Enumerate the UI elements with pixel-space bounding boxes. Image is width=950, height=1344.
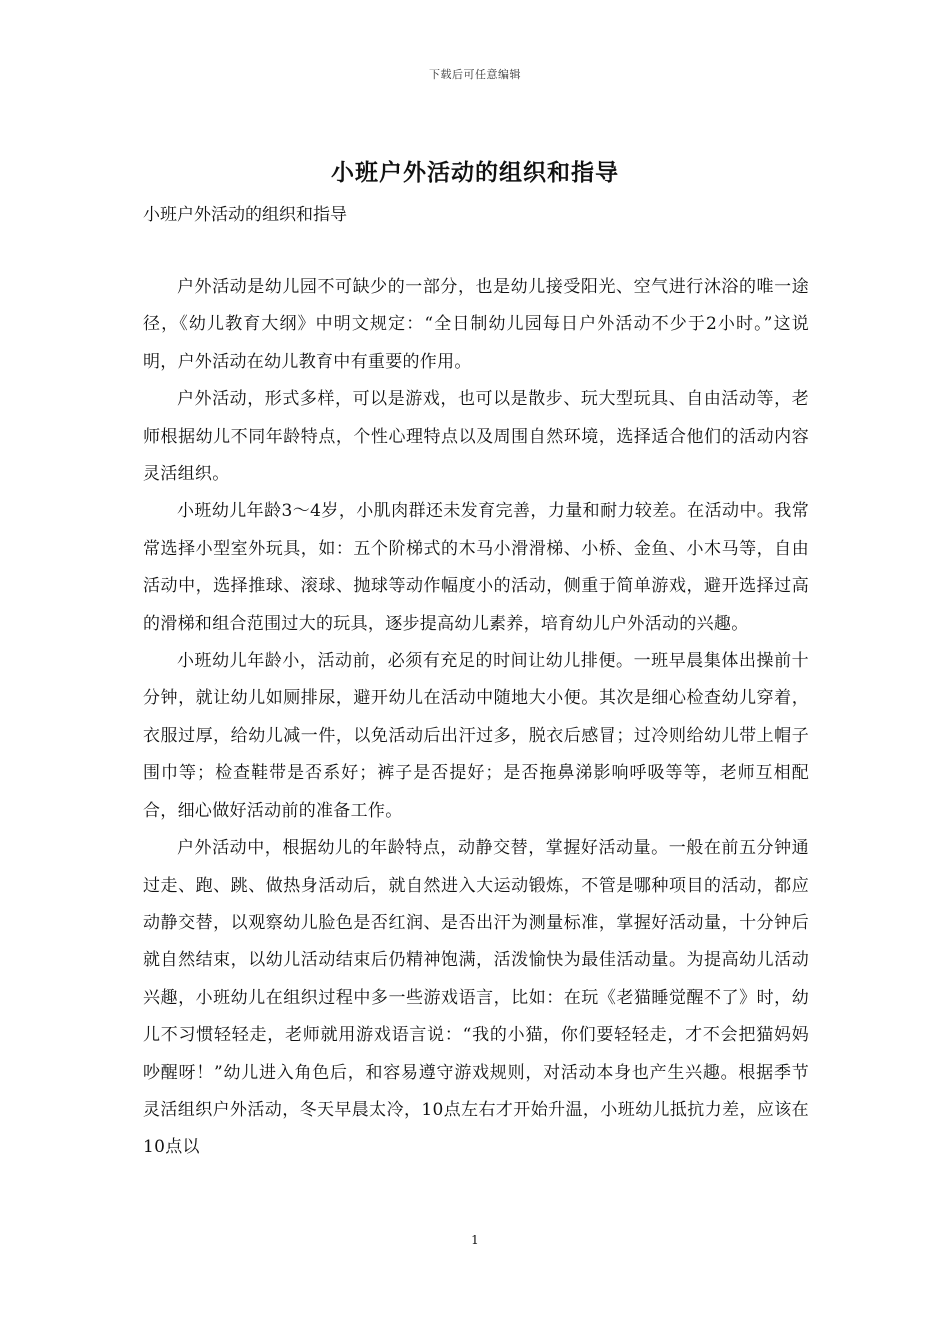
paragraph: 户外活动中，根据幼儿的年龄特点，动静交替，掌握好活动量。一般在前五分钟通过走、跑、跳、做热身活动后，就自然进入大运动锻炼，不管是哪种项目的活动，都应动静交替，以观察幼儿脸色是否红润、是否出汗为测量标准，掌握好活动量，十分钟后就自然结束，以幼儿活动结束后仍精神饱满，活泼愉快为最佳活动量。为提高幼儿活动兴趣，小班幼儿在组织过程中多一些游戏语言，比如：在玩《老猫睡觉醒不了》时，幼儿不习惯轻轻走，老师就用游戏语言说：“我的小猫，你们要轻轻走，才不会把猫妈妈吵醒呀！”幼儿进入角色后，和容易遵守游戏规则，对活动本身也产生兴趣。根据季节灵活组织户外活动，冬天早晨太冷，10点左右才开始升温，小班幼儿抵抗力差，应该在10点以 [143,838,809,1158]
paragraph: 户外活动，形式多样，可以是游戏，也可以是散步、玩大型玩具、自由活动等，老师根据幼儿不同年龄特点，个性心理特点以及周围自然环境，选择适合他们的活动内容灵活组织。 [143,389,809,485]
page-number: 1 [471,1233,479,1247]
paragraph: 户外活动是幼儿园不可缺少的一部分，也是幼儿接受阳光、空气进行沐浴的唯一途径，《幼儿教育大纲》中明文规定：“全日制幼儿园每日户外活动不少于2小时。”这说明，户外活动在幼儿教育中有重要的作用。 [143,277,809,372]
document-title: 小班户外活动的组织和指导 [331,159,619,186]
document-subtitle: 小班户外活动的组织和指导 [143,205,347,225]
document-body [143,269,809,1167]
paragraph: 小班幼儿年龄3～4岁，小肌肉群还未发育完善，力量和耐力较差。在活动中。我常常选择小型室外玩具，如：五个阶梯式的木马小滑滑梯、小桥、金鱼、小木马等，自由活动中，选择推球、滚球、抛球等动作幅度小的活动，侧重于简单游戏，避开选择过高的滑梯和组合范围过大的玩具，逐步提高幼儿素养，培育幼儿户外活动的兴趣。 [143,501,809,634]
page-header-note: 下载后可任意编辑 [429,68,521,81]
paragraph: 小班幼儿年龄小，活动前，必须有充足的时间让幼儿排便。一班早晨集体出操前十分钟，就让幼儿如厕排尿，避开幼儿在活动中随地大小便。其次是细心检查幼儿穿着，衣服过厚，给幼儿减一件，以免活动后出汗过多，脱衣后感冒；过冷则给幼儿带上帽子围巾等；检查鞋带是否系好；裤子是否提好；是否拖鼻涕影响呼吸等等，老师互相配合，细心做好活动前的准备工作。 [143,651,809,821]
